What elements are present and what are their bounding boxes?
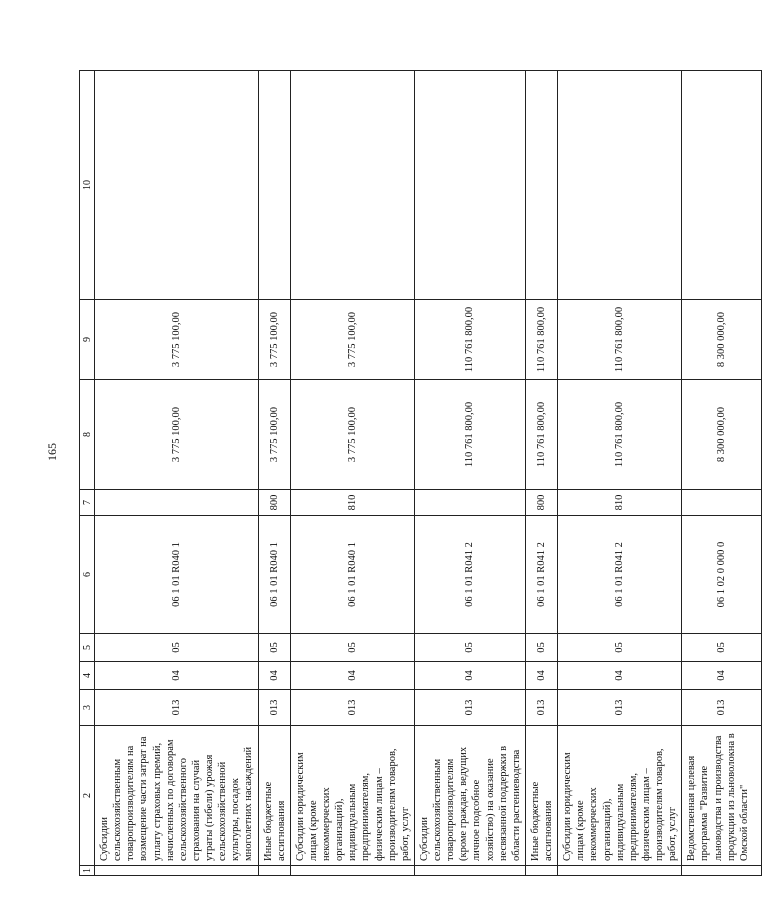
header-cell: 8 <box>80 380 95 490</box>
amount-cell: 3 775 100,00 <box>258 300 290 380</box>
subsection-code-cell: 05 <box>258 634 290 662</box>
header-cell: 10 <box>80 71 95 300</box>
amount-cell: 110 761 800,00 <box>558 380 682 490</box>
header-row <box>80 71 95 876</box>
target-article-cell: 06 1 02 0 000 0 <box>682 516 762 634</box>
row-number-cell <box>290 866 414 876</box>
subsection-code-cell: 05 <box>558 634 682 662</box>
header-cell: 4 <box>80 662 95 690</box>
target-article-cell: 06 1 01 R041 2 <box>414 516 525 634</box>
header-cell: 7 <box>80 490 95 516</box>
section-code-cell: 04 <box>258 662 290 690</box>
section-code-cell: 04 <box>682 662 762 690</box>
expense-type-cell: 810 <box>558 490 682 516</box>
expense-type-cell: 800 <box>258 490 290 516</box>
amount-cell: 3 775 100,00 <box>290 380 414 490</box>
item-name-cell: Субсидии сельскохозяйственным товаропроизводителям (кроме граждан, ведущих личное подсобное хозяйство) на оказание несвязанной поддержки в области растениеводства <box>414 726 525 866</box>
budget-table <box>79 70 762 876</box>
expense-type-cell: 800 <box>525 490 557 516</box>
table-row <box>525 71 557 876</box>
item-name-cell: Субсидии сельскохозяйственным товаропроизводителям на возмещение части затрат на уплату страховых премий, начисленных по договорам сельскохозяйственного страхования на случай утраты (гибели) урожая сельскохозяйственной культуры, посадок многолетних насаждений <box>95 726 259 866</box>
table-row <box>558 71 682 876</box>
subsection-code-cell: 05 <box>414 634 525 662</box>
row-number-cell <box>682 866 762 876</box>
extra-cell <box>558 71 682 300</box>
item-name-cell: Иные бюджетные ассигнования <box>258 726 290 866</box>
section-code-cell: 04 <box>525 662 557 690</box>
item-name-cell: Ведомственная целевая программа "Развитие льноводства и производства продукции из льноволокна в Омской области" <box>682 726 762 866</box>
amount-cell: 3 775 100,00 <box>95 380 259 490</box>
row-number-cell <box>414 866 525 876</box>
amount-cell: 3 775 100,00 <box>258 380 290 490</box>
target-article-cell: 06 1 01 R040 1 <box>95 516 259 634</box>
ministry-code-cell: 013 <box>414 690 525 726</box>
expense-type-cell <box>414 490 525 516</box>
section-code-cell: 04 <box>95 662 259 690</box>
header-cell: 1 <box>80 866 95 876</box>
amount-cell: 110 761 800,00 <box>414 300 525 380</box>
page-number: 165 <box>45 443 59 461</box>
expense-type-cell: 810 <box>290 490 414 516</box>
subsection-code-cell: 05 <box>290 634 414 662</box>
amount-cell: 110 761 800,00 <box>414 380 525 490</box>
amount-cell: 110 761 800,00 <box>525 380 557 490</box>
amount-cell: 8 300 000,00 <box>682 300 762 380</box>
amount-cell: 110 761 800,00 <box>525 300 557 380</box>
expense-type-cell <box>95 490 259 516</box>
extra-cell <box>525 71 557 300</box>
expense-type-cell <box>682 490 762 516</box>
ministry-code-cell: 013 <box>95 690 259 726</box>
header-cell: 9 <box>80 300 95 380</box>
section-code-cell: 04 <box>290 662 414 690</box>
target-article-cell: 06 1 01 R040 1 <box>258 516 290 634</box>
extra-cell <box>290 71 414 300</box>
header-cell: 3 <box>80 690 95 726</box>
target-article-cell: 06 1 01 R040 1 <box>290 516 414 634</box>
row-number-cell <box>258 866 290 876</box>
table-row <box>258 71 290 876</box>
rotated-table-container <box>79 71 750 876</box>
target-article-cell: 06 1 01 R041 2 <box>525 516 557 634</box>
subsection-code-cell: 05 <box>95 634 259 662</box>
amount-cell: 8 300 000,00 <box>682 380 762 490</box>
row-number-cell <box>558 866 682 876</box>
extra-cell <box>258 71 290 300</box>
ministry-code-cell: 013 <box>682 690 762 726</box>
item-name-cell: Иные бюджетные ассигнования <box>525 726 557 866</box>
row-number-cell <box>525 866 557 876</box>
header-cell: 6 <box>80 516 95 634</box>
table-row <box>290 71 414 876</box>
subsection-code-cell: 05 <box>682 634 762 662</box>
header-cell: 5 <box>80 634 95 662</box>
row-number-cell <box>95 866 259 876</box>
item-name-cell: Субсидии юридическим лицам (кроме некоммерческих организаций), индивидуальным предпринимателям, физическим лицам – производителям товаров, работ, услуг <box>290 726 414 866</box>
ministry-code-cell: 013 <box>290 690 414 726</box>
extra-cell <box>95 71 259 300</box>
ministry-code-cell: 013 <box>525 690 557 726</box>
subsection-code-cell: 05 <box>525 634 557 662</box>
item-name-cell: Субсидии юридическим лицам (кроме некоммерческих организаций), индивидуальным предпринимателям, физическим лицам – производителям товаров, работ, услуг <box>558 726 682 866</box>
ministry-code-cell: 013 <box>258 690 290 726</box>
section-code-cell: 04 <box>414 662 525 690</box>
amount-cell: 3 775 100,00 <box>290 300 414 380</box>
amount-cell: 3 775 100,00 <box>95 300 259 380</box>
extra-cell <box>682 71 762 300</box>
amount-cell: 110 761 800,00 <box>558 300 682 380</box>
table-row <box>414 71 525 876</box>
header-cell: 2 <box>80 726 95 866</box>
ministry-code-cell: 013 <box>558 690 682 726</box>
table-row <box>682 71 762 876</box>
table-row <box>95 71 259 876</box>
section-code-cell: 04 <box>558 662 682 690</box>
extra-cell <box>414 71 525 300</box>
target-article-cell: 06 1 01 R041 2 <box>558 516 682 634</box>
